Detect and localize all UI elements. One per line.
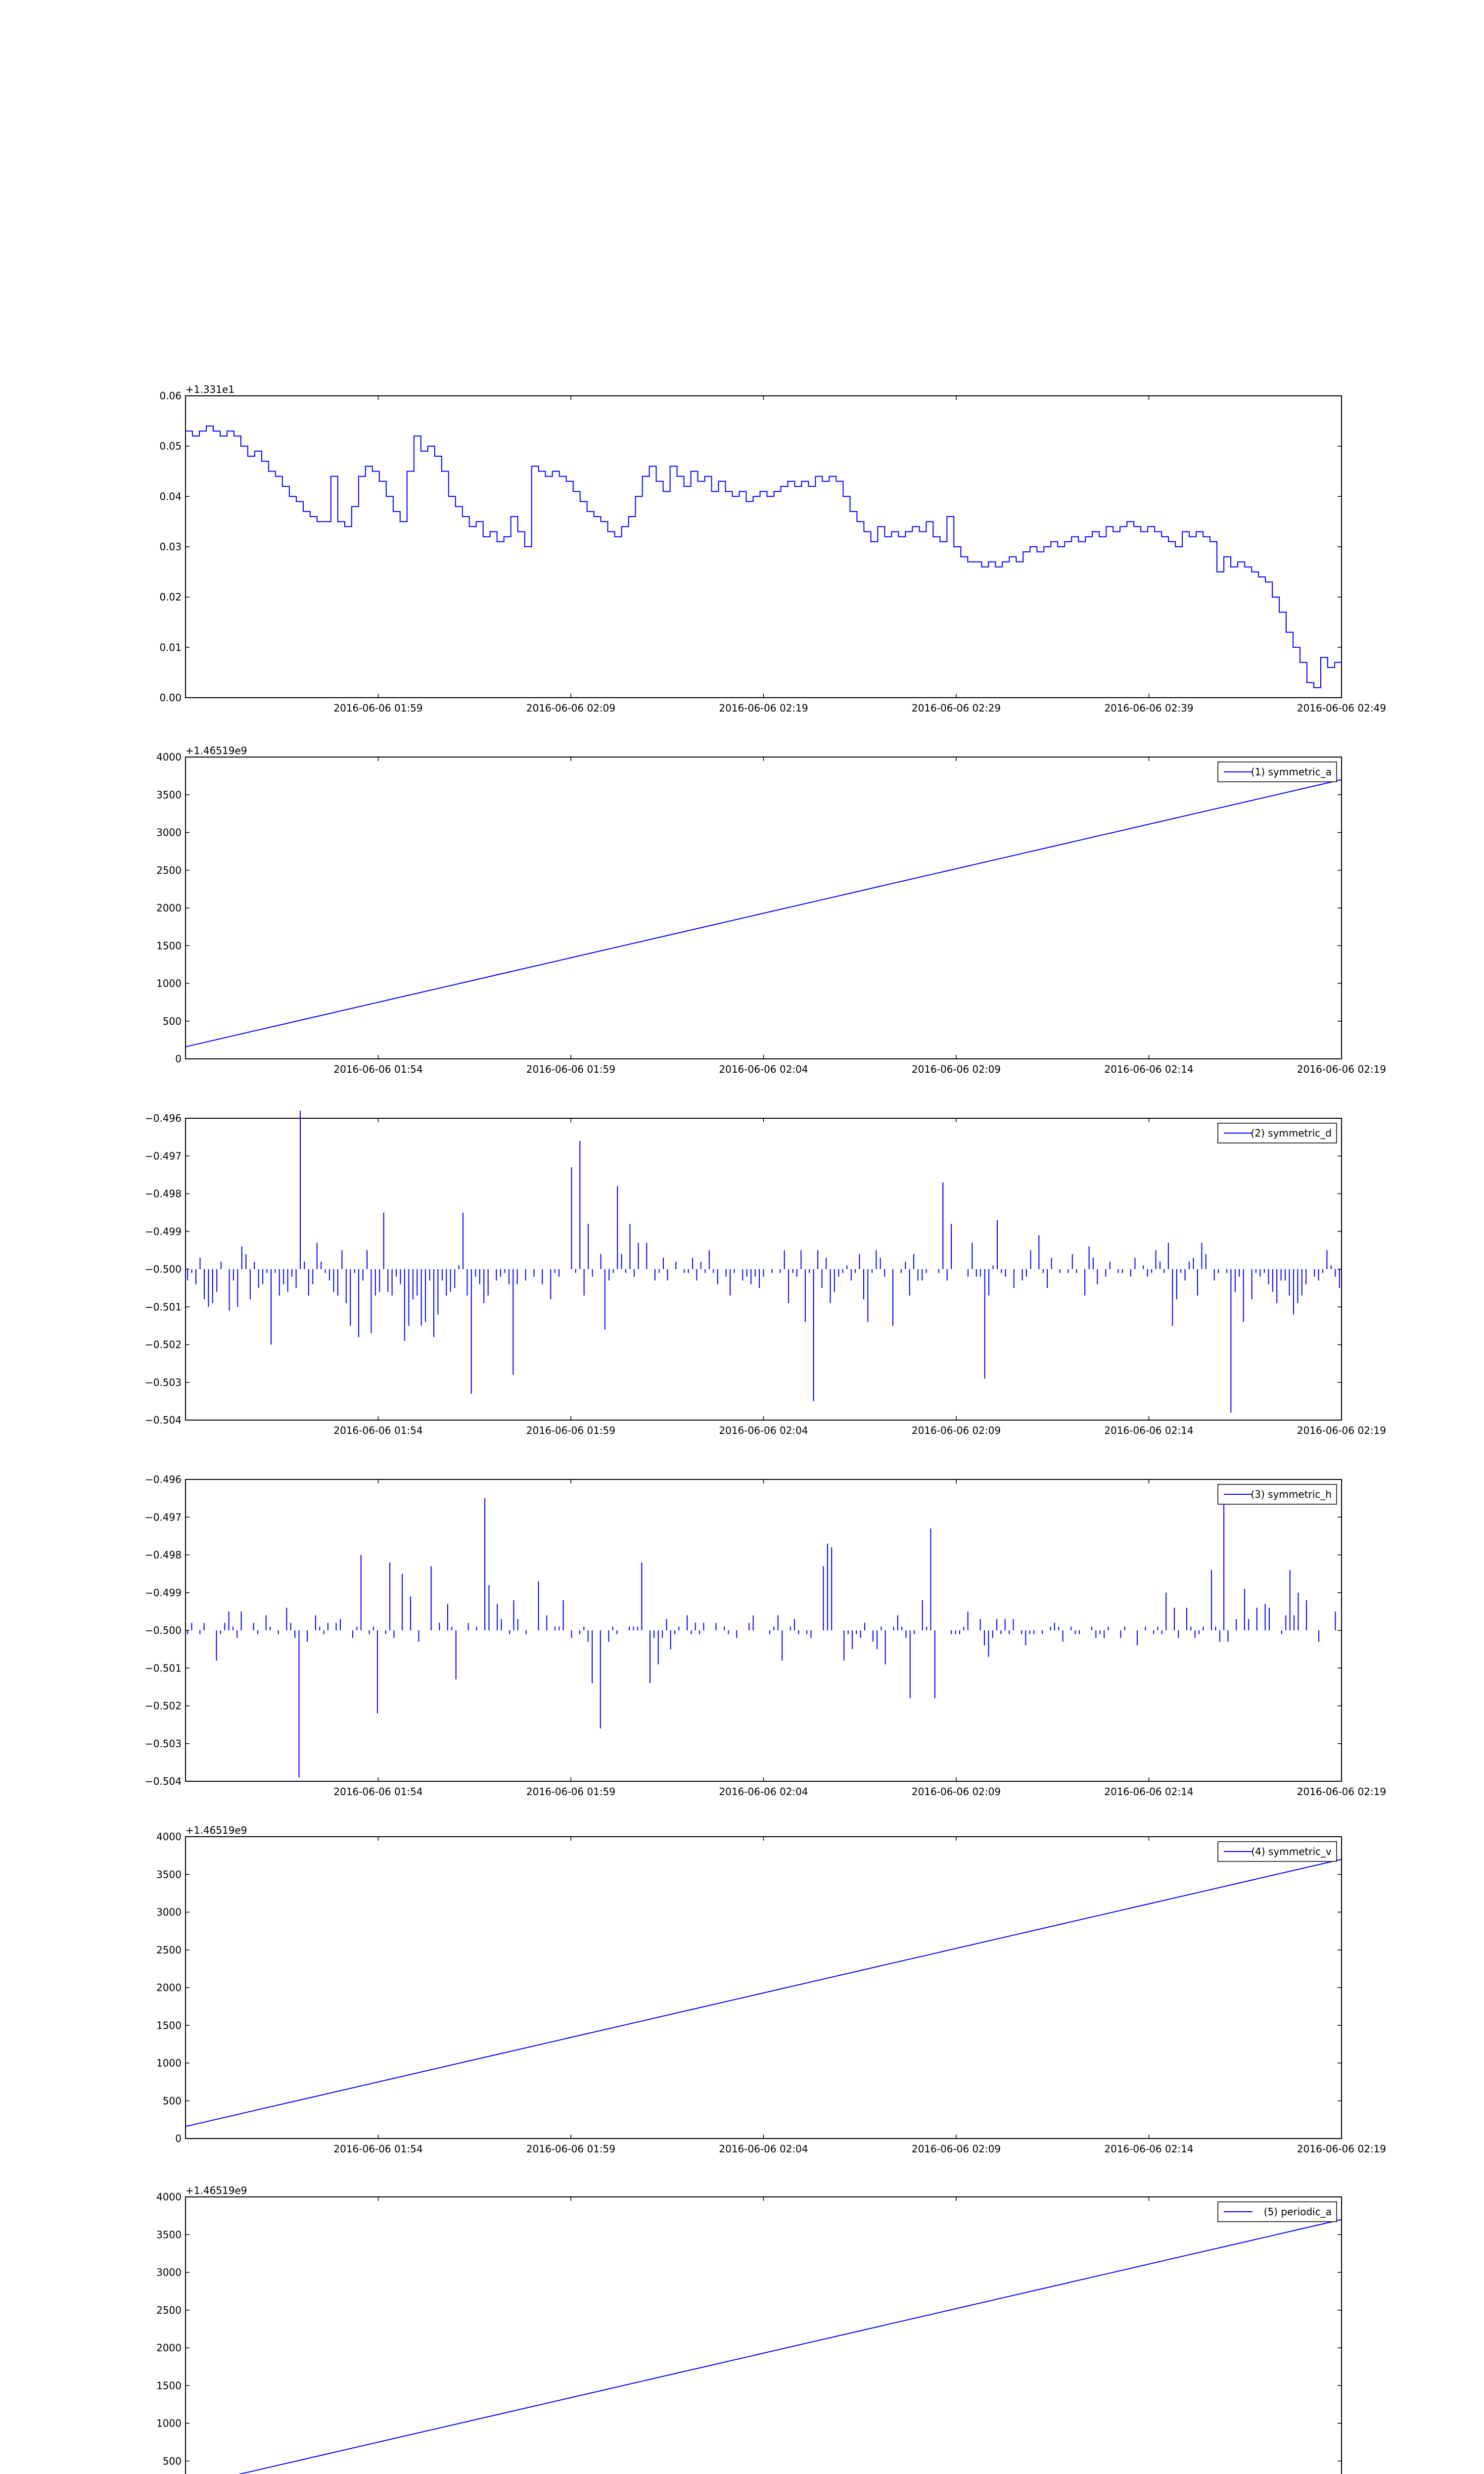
y-tick-label: 0.01	[159, 641, 182, 654]
y-tick-label: 1000	[156, 2417, 182, 2429]
chart-panel-2	[156, 745, 1386, 1075]
y-tick-label: 3500	[156, 2229, 182, 2241]
x-tick-label: 2016-06-06 02:09	[911, 2143, 1001, 2155]
y-tick-label: −0.498	[144, 1549, 182, 1561]
y-tick-label: −0.496	[144, 1474, 182, 1485]
y-tick-label: −0.501	[144, 1301, 182, 1313]
chart-panel-3	[145, 1111, 1386, 1436]
legend-label: (2) symmetric_d	[1251, 1127, 1332, 1139]
y-offset-label: +1.46519e9	[186, 2185, 247, 2196]
legend	[1218, 1842, 1337, 1861]
x-tick-label: 2016-06-06 01:59	[333, 702, 423, 714]
y-tick-label: 0.05	[159, 440, 182, 452]
y-tick-label: 3000	[156, 2266, 182, 2279]
y-tick-label: 0	[175, 1053, 182, 1065]
x-tick-label: 2016-06-06 01:54	[333, 1425, 423, 1436]
y-tick-label: −0.502	[144, 1338, 182, 1351]
y-tick-label: −0.496	[144, 1112, 182, 1124]
y-tick-label: −0.503	[144, 1376, 182, 1388]
x-tick-label: 2016-06-06 02:14	[1104, 1786, 1194, 1798]
y-tick-label: 3000	[156, 1906, 182, 1918]
x-tick-label: 2016-06-06 02:09	[911, 1786, 1001, 1798]
x-tick-label: 2016-06-06 02:14	[1104, 1425, 1194, 1436]
y-tick-label: 1500	[156, 940, 182, 952]
x-tick-label: 2016-06-06 02:19	[1297, 1786, 1387, 1798]
x-tick-label: 2016-06-06 02:19	[1297, 1425, 1387, 1436]
y-offset-label: +1.46519e9	[186, 1824, 247, 1836]
y-tick-label: 2000	[156, 1982, 182, 1994]
x-tick-label: 2016-06-06 02:39	[1104, 702, 1194, 714]
series-line	[186, 2220, 1342, 2474]
y-tick-label: 2500	[156, 2304, 182, 2316]
y-tick-label: 1000	[156, 2057, 182, 2069]
chart-panel-4	[145, 1474, 1386, 1798]
chart-panel-5	[156, 1824, 1386, 2155]
y-tick-label: −0.504	[144, 1414, 182, 1426]
y-tick-label: −0.499	[144, 1586, 182, 1599]
y-tick-label: 1500	[156, 2019, 182, 2032]
y-tick-label: 2500	[156, 864, 182, 876]
y-tick-label: 4000	[156, 2191, 182, 2203]
y-offset-label: +1.46519e9	[186, 745, 247, 757]
y-tick-label: 3500	[156, 1868, 182, 1881]
y-tick-label: 3500	[156, 789, 182, 801]
plot-frame	[186, 396, 1342, 698]
legend-label: (1) symmetric_a	[1251, 766, 1332, 778]
legend	[1218, 1123, 1337, 1143]
x-tick-label: 2016-06-06 01:54	[333, 1063, 423, 1075]
x-tick-label: 2016-06-06 02:09	[911, 1063, 1001, 1075]
y-tick-label: 500	[162, 2455, 182, 2467]
plot-frame	[186, 1837, 1342, 2139]
y-tick-label: 2000	[156, 902, 182, 914]
x-tick-label: 2016-06-06 02:04	[719, 2143, 808, 2155]
y-offset-label: +1.331e1	[186, 383, 235, 395]
y-tick-label: 1000	[156, 977, 182, 990]
y-tick-label: −0.497	[144, 1511, 182, 1523]
x-tick-label: 2016-06-06 01:59	[526, 1063, 616, 1075]
legend	[1218, 1484, 1337, 1504]
y-tick-label: −0.501	[144, 1662, 182, 1674]
y-tick-label: −0.499	[144, 1225, 182, 1237]
y-tick-label: 500	[162, 1015, 182, 1027]
legend	[1218, 2202, 1337, 2222]
legend-label: (3) symmetric_h	[1251, 1488, 1332, 1500]
x-tick-label: 2016-06-06 02:14	[1104, 1063, 1194, 1075]
legend-label: (5) periodic_a	[1263, 2206, 1332, 2218]
plot-frame	[186, 2197, 1342, 2474]
x-tick-label: 2016-06-06 02:19	[1297, 1063, 1387, 1075]
x-tick-label: 2016-06-06 02:29	[911, 702, 1001, 714]
y-tick-label: 0.00	[159, 692, 182, 704]
x-tick-label: 2016-06-06 01:59	[526, 1425, 616, 1436]
chart-panel-6	[156, 2185, 1386, 2474]
plot-frame	[186, 757, 1342, 1059]
y-tick-label: 4000	[156, 1831, 182, 1843]
x-tick-label: 2016-06-06 02:14	[1104, 2143, 1194, 2155]
y-tick-label: −0.498	[144, 1188, 182, 1200]
x-tick-label: 2016-06-06 01:54	[333, 2143, 423, 2155]
y-tick-label: −0.504	[144, 1775, 182, 1787]
x-tick-label: 2016-06-06 02:04	[719, 1786, 808, 1798]
y-tick-label: 0.03	[159, 541, 182, 553]
x-tick-label: 2016-06-06 01:59	[526, 2143, 616, 2155]
y-tick-label: −0.502	[144, 1700, 182, 1712]
y-tick-label: −0.497	[144, 1150, 182, 1162]
series-line	[186, 780, 1342, 1047]
y-tick-label: 0.04	[159, 490, 182, 503]
x-tick-label: 2016-06-06 02:09	[911, 1425, 1001, 1436]
y-tick-label: 500	[162, 2094, 182, 2107]
y-tick-label: 1500	[156, 2379, 182, 2392]
y-tick-label: 3000	[156, 826, 182, 839]
series-line	[186, 1859, 1342, 2127]
x-tick-label: 2016-06-06 02:19	[719, 702, 808, 714]
x-tick-label: 2016-06-06 01:54	[333, 1786, 423, 1798]
x-tick-label: 2016-06-06 02:09	[526, 702, 616, 714]
y-tick-label: 0.06	[159, 390, 182, 402]
x-tick-label: 2016-06-06 02:19	[1297, 2143, 1387, 2155]
x-tick-label: 2016-06-06 02:04	[719, 1425, 808, 1436]
y-tick-label: −0.503	[144, 1737, 182, 1750]
x-tick-label: 2016-06-06 02:04	[719, 1063, 808, 1075]
x-tick-label: 2016-06-06 02:49	[1297, 702, 1387, 714]
x-tick-label: 2016-06-06 01:59	[526, 1786, 616, 1798]
y-tick-label: −0.500	[144, 1624, 182, 1636]
chart-panel-1	[159, 383, 1386, 714]
legend	[1218, 762, 1337, 782]
y-tick-label: 0.02	[159, 591, 182, 603]
y-tick-label: 4000	[156, 751, 182, 763]
y-tick-label: 2500	[156, 1944, 182, 1956]
plot-frame	[186, 1479, 1342, 1781]
y-tick-label: 2000	[156, 2342, 182, 2354]
series-line	[186, 426, 1342, 688]
legend-label: (4) symmetric_v	[1251, 1846, 1332, 1857]
y-tick-label: −0.500	[144, 1263, 182, 1275]
y-tick-label: 0	[175, 2133, 182, 2144]
